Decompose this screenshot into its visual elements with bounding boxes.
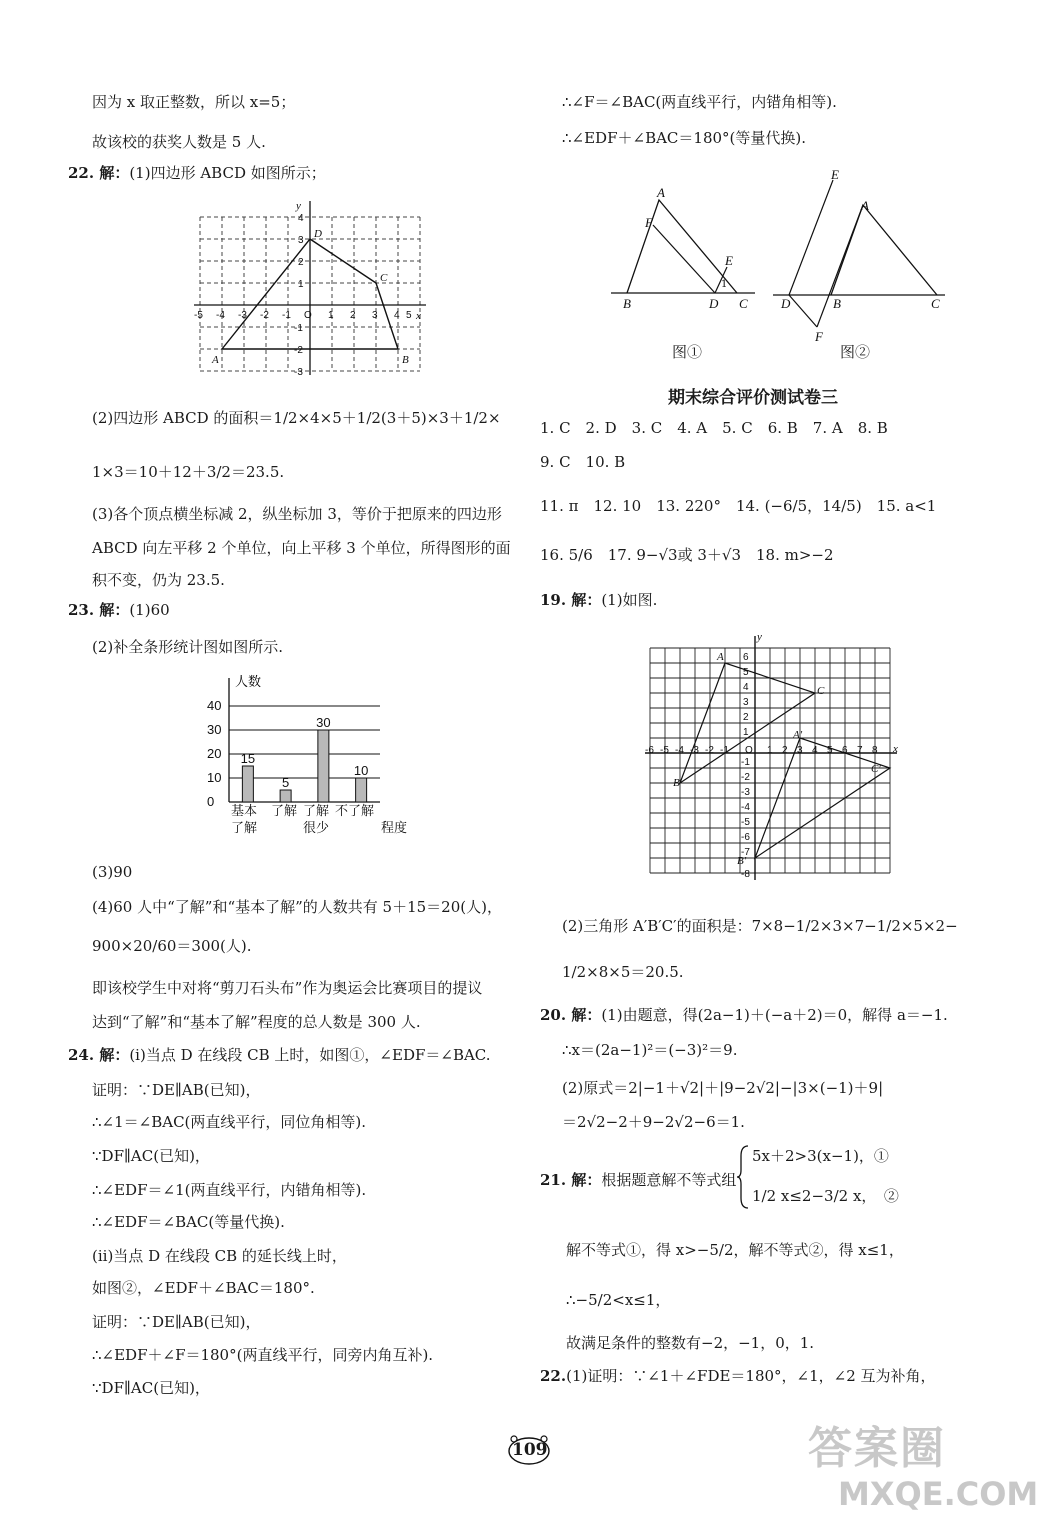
y-tick-label: 5 [743,667,749,678]
y-tick-label: 4 [743,682,749,693]
x-tick-label: 2 [350,310,356,321]
text-line: 900×20/60＝300(人). [92,937,252,955]
text-line: (ⅰ)当点 D 在线段 CB 上时，如图①，∠EDF＝∠BAC. [129,1046,491,1064]
question-number: 22. [540,1367,567,1385]
y-tick-label: 6 [743,652,749,663]
y-tick-label: 1 [743,727,749,738]
question-22-part2 [540,1366,936,1386]
text-line: ＝2√2−2＋9−2√2−6＝1. [562,1113,745,1131]
text-line: 证明：∵DE∥AB(已知)， [92,1081,261,1099]
point-label: C [380,272,388,284]
question-24 [68,1045,491,1065]
text-line: (1)由题意，得(2a−1)＋(−a＋2)＝0，解得 a＝−1. [601,1006,948,1024]
y-tick-label: 1 [298,279,304,290]
text-line: 故满足条件的整数有−2，−1，0，1. [566,1334,815,1352]
x-tick-label: 基本 [231,804,258,819]
text-line: (3)各个顶点横坐标减 2，纵坐标加 3，等价于把原来的四边形 [92,505,502,523]
question-23 [68,600,170,620]
x-tick-label: -1 [282,310,291,321]
point-label: E [725,253,733,268]
triangle-figures [605,165,960,360]
text-line: ∴∠1＝∠BAC(两直线平行，同位角相等). [92,1113,367,1131]
axis-label-y: y [296,200,301,212]
y-tick-label: -1 [294,323,303,334]
y-axis-title: 人数 [235,675,262,690]
data-label: 10 [353,763,369,778]
answer-line: 16. 5/6 17. 9−√3或 3＋√3 18. m>−2 [540,546,834,564]
watermark-url: MXQE.COM [838,1475,1038,1513]
point-label: A′ [793,729,803,741]
text-line: ∴∠EDF＋∠BAC＝180°(等量代换). [562,129,806,147]
question-19 [540,590,657,610]
question-21 [540,1170,736,1190]
y-tick-label: 2 [298,257,304,268]
point-label: A [717,651,724,663]
question-number: 20. 解： [540,1006,602,1024]
x-tick-label: 4 [394,310,400,321]
text-line: (2)补全条形统计图如图所示. [92,638,284,656]
x-tick-label: 了解 [271,804,298,819]
y-tick-label: -2 [294,345,303,356]
data-label: 15 [240,751,256,766]
point-label: A [212,354,219,366]
x-tick-label: -3 [238,310,247,321]
axis-label-x: x [893,743,898,755]
y-tick-label: 2 [743,712,749,723]
segment-de-2 [789,180,833,295]
y-tick-label: 30 [207,722,222,737]
text-line: 因为 x 取正整数，所以 x=5； [92,93,296,111]
page-number: 109 [512,1440,548,1460]
x-tick-label: -3 [690,745,699,756]
text-line: (4)60 人中“了解”和“基本了解”的人数共有 5＋15＝20(人)， [92,898,502,916]
point-label: C [817,685,825,697]
text-line: ∴∠EDF＝∠1(两直线平行，内错角相等). [92,1181,367,1199]
question-number: 24. 解： [68,1046,130,1064]
x-tick-label: 1 [328,310,334,321]
x-tick-label: 2 [782,745,788,756]
bar-chart [195,670,435,840]
x-tick-label: -4 [216,310,225,321]
point-label: F [815,329,823,344]
x-tick-label: 5 [827,745,833,756]
y-tick-label: -1 [741,757,750,768]
y-tick-label: -5 [741,817,750,828]
system-brace [736,1144,750,1210]
x-tick-label: 4 [812,745,818,756]
figure-caption: 图② [840,343,871,361]
text-line: 根据题意解不等式组 [601,1171,737,1189]
text-line: (3)90 [92,863,133,881]
inequality-1: 5x＋2>3(x−1)，① [752,1147,889,1165]
inequality-2: 1/2 x≤2−3/2 x， ② [752,1187,899,1205]
y-tick-label: 3 [743,697,749,708]
segment-df-2 [789,295,817,327]
text-line: 达到“了解”和“基本了解”程度的总人数是 300 人. [92,1013,421,1031]
x-axis-title: 程度 [381,821,408,836]
y-tick-label: 10 [207,770,222,785]
point-label: E [831,167,839,182]
bar [280,790,291,802]
text-line: ∴−5/2<x≤1， [566,1291,671,1309]
text-line: (1)60 [129,601,170,619]
quadrilateral-grid-figure [190,195,440,380]
question-number: 22. 解： [68,164,130,182]
x-tick-label: 6 [842,745,848,756]
point-label: B [833,296,841,311]
y-tick-label: 3 [298,235,304,246]
y-tick-label: -7 [741,847,750,858]
x-tick-label: 7 [857,745,863,756]
text-line: (2)原式＝2|−1＋√2|＋|9−2√2|−|3×(−1)＋9| [562,1079,884,1097]
angle-label: 1 [721,279,728,290]
translation-grid-figure [645,628,910,883]
point-label: A [861,198,869,213]
text-line: 证明：∵DE∥AB(已知)， [92,1313,261,1331]
watermark-logo: 答案圈 [808,1423,946,1474]
segment-df [653,225,715,293]
point-label: D [709,296,719,311]
x-tick-label: 5 [406,310,412,321]
text-line: (1)如图. [601,591,658,609]
x-tick-label: -2 [705,745,714,756]
data-label: 30 [316,715,331,730]
x-tick-label: -5 [194,310,203,321]
x-tick-label: 了解 [303,804,330,819]
x-tick-label: 很少 [303,821,330,836]
x-tick-label: -4 [675,745,684,756]
point-label: B′ [737,855,747,867]
text-line: 即该校学生中对将“剪刀石头布”作为奥运会比赛项目的提议 [92,979,483,997]
text-line: 如图②，∠EDF＋∠BAC＝180°. [92,1279,315,1297]
text-line: ∴∠EDF＝∠BAC(等量代换). [92,1213,285,1231]
text-line: (2)四边形 ABCD 的面积＝1/2×4×5＋1/2(3＋5)×3＋1/2× [92,409,501,427]
text-line: ABCD 向左平移 2 个单位，向上平移 3 个单位，所得图形的面 [92,539,511,557]
x-tick-label: 不了解 [335,804,375,819]
answer-line: 11. π 12. 10 13. 220° 14. (−6/5，14/5) 15. a<1 [540,497,937,515]
triangle-abc-2 [831,205,937,295]
data-label: 5 [282,775,290,790]
x-tick-label: -6 [645,745,654,756]
question-number: 19. 解： [540,591,602,609]
point-label: F [645,215,653,230]
bar [356,778,367,802]
x-tick-label: -1 [720,745,729,756]
bar [318,730,329,802]
text-line: ∴x＝(2a−1)²＝(−3)²＝9. [562,1041,738,1059]
y-tick-label: 40 [207,698,222,713]
question-number: 23. 解： [68,601,130,619]
x-tick-label: 1 [767,745,773,756]
point-label: A [657,185,665,200]
answer-line: 1. C 2. D 3. C 4. A 5. C 6. B 7. A 8. B [540,419,888,437]
point-label: B [623,296,631,311]
y-tick-label: 0 [207,794,215,809]
y-tick-label: -3 [741,787,750,798]
x-tick-label: 3 [372,310,378,321]
x-tick-label: 8 [872,745,878,756]
figure-caption: 图① [672,343,703,361]
y-tick-label: -4 [741,802,750,813]
y-tick-label: 20 [207,746,222,761]
text-line: ∵DF∥AC(已知)， [92,1147,210,1165]
answer-line: 9. C 10. B [540,453,626,471]
text-line: ∵DF∥AC(已知)， [92,1379,210,1397]
axis-label-y: y [757,631,762,643]
text-line: 故该校的获奖人数是 5 人. [92,133,266,151]
x-tick-label: 3 [797,745,803,756]
point-label: C [739,296,748,311]
text-line: (1)四边形 ABCD 如图所示； [129,164,326,182]
y-tick-label: -8 [741,869,750,880]
text-line: 积不变，仍为 23.5. [92,571,225,589]
point-label: B [402,354,409,366]
text-line: ∴∠F＝∠BAC(两直线平行，内错角相等). [562,93,837,111]
point-label: C′ [871,763,881,775]
question-20 [540,1005,948,1025]
y-tick-label: -3 [294,367,303,378]
text-line: (1)证明：∵∠1＋∠FDE＝180°，∠1，∠2 互为补角， [566,1367,936,1385]
point-label: D [314,228,322,240]
point-label: B [673,777,680,789]
text-line: 1/2×8×5＝20.5. [562,963,684,981]
text-line: (2)三角形 A′B′C′的面积是：7×8−1/2×3×7−1/2×5×2− [562,917,958,935]
text-line: 1×3＝10＋12＋3/2＝23.5. [92,463,285,481]
text-line: ∴∠EDF＋∠F＝180°(两直线平行，同旁内角互补). [92,1346,434,1364]
x-tick-label: -2 [260,310,269,321]
question-number: 21. 解： [540,1171,602,1189]
text-line: 解不等式①，得 x>−5/2，解不等式②，得 x≤1， [566,1241,904,1259]
point-label: D [781,296,791,311]
section-title: 期末综合评价测试卷三 [668,388,838,408]
question-22 [68,163,326,183]
x-tick-label: O [304,310,312,321]
axis-label-x: x [416,310,421,322]
text-line: (ⅱ)当点 D 在线段 CB 的延长线上时， [92,1247,347,1265]
y-tick-label: 4 [298,213,304,224]
y-tick-label: -2 [741,772,750,783]
x-tick-label: 了解 [231,821,258,836]
y-tick-label: -6 [741,832,750,843]
point-label: C [931,296,940,311]
x-tick-label: O [745,745,753,756]
bar [242,766,253,802]
x-tick-label: -5 [660,745,669,756]
